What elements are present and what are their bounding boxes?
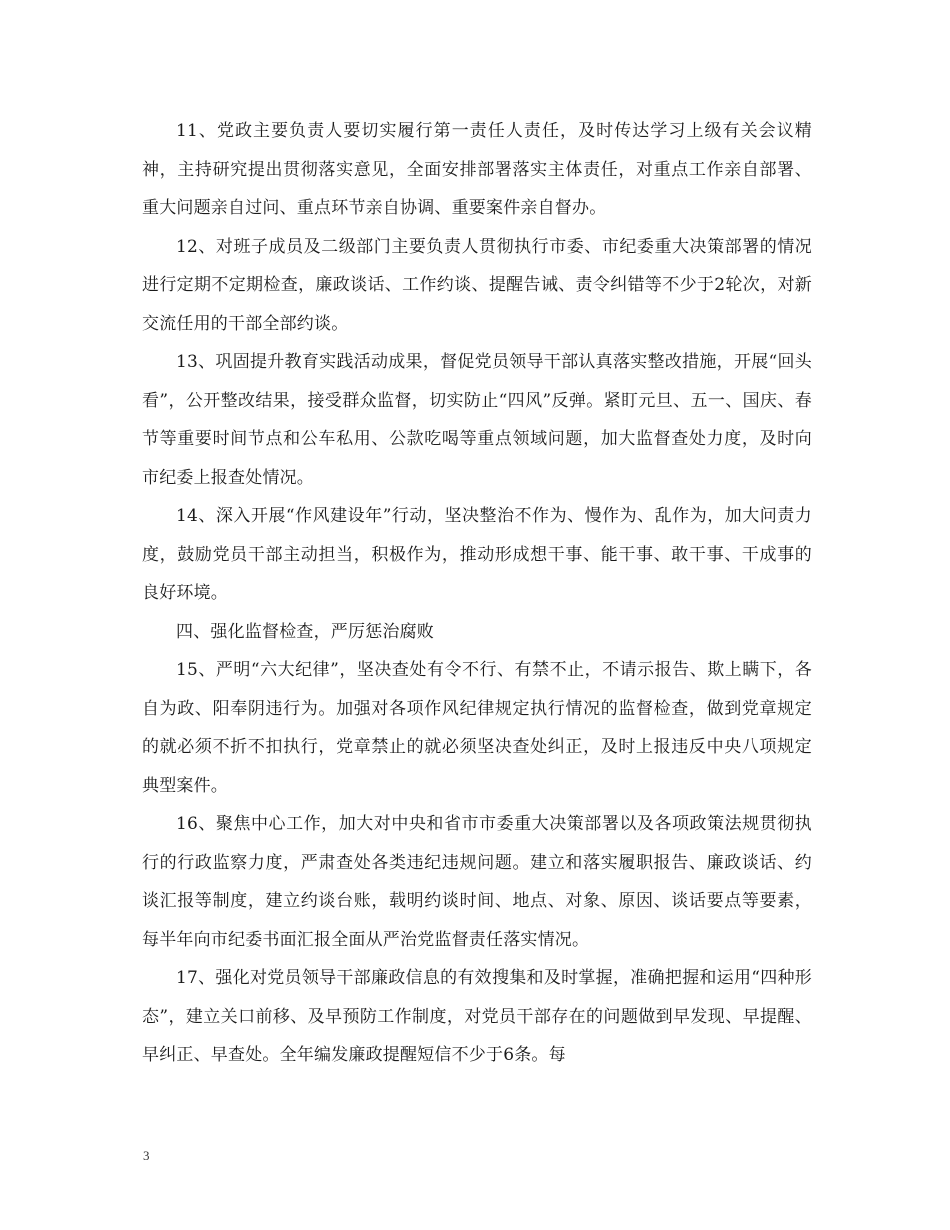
section-heading-4: 四、强化监督检查，严厉惩治腐败 bbox=[176, 621, 434, 642]
paragraph-14: 14、深入开展“作风建设年”行动，坚决整治不作为、慢作为、乱作为，加大问责力度，鼓励党员干部主动担当，积极作为，推动形成想干事、能干事、敢干事、干成事的良好环境。 bbox=[142, 506, 812, 603]
paragraph-16: 16、聚焦中心工作，加大对中央和省市市委重大决策部署以及各项政策法规贯彻执行的行政监察力度，严肃查处各类违纪违规问题。建立和落实履职报告、廉政谈话、约谈汇报等制度，建立约谈台账，载明约谈时间、地点、对象、原因、谈话要点等要素，每半年向市纪委书面汇报全面从严治党监督责任落实情况。 bbox=[142, 814, 812, 950]
paragraph-11: 11、党政主要负责人要切实履行第一责任人责任，及时传达学习上级有关会议精神，主持研究提出贯彻落实意见，全面安排部署落实主体责任，对重点工作亲自部署、重大问题亲自过问、重点环节亲自协调、重要案件亲自督办。 bbox=[142, 121, 812, 218]
paragraph-17: 17、强化对党员领导干部廉政信息的有效搜集和及时掌握，准确把握和运用“四种形态”，建立关口前移、及早预防工作制度，对党员干部存在的问题做到早发现、早提醒、早纠正、早查处。全年编发廉政提醒短信不少于6条。每 bbox=[142, 968, 812, 1065]
page-number: 3 bbox=[143, 1148, 150, 1163]
document-body bbox=[142, 112, 812, 1075]
paragraph-12: 12、对班子成员及二级部门主要负责人贯彻执行市委、市纪委重大决策部署的情况进行定期不定期检查，廉政谈话、工作约谈、提醒告诫、责令纠错等不少于2轮次，对新交流任用的干部全部约谈。 bbox=[142, 236, 812, 334]
paragraph-15: 15、严明“六大纪律”，坚决查处有令不行、有禁不止，不请示报告、欺上瞒下，各自为政、阳奉阴违行为。加强对各项作风纪律规定执行情况的监督检查，做到党章规定的就必须不折不扣执行，党章禁止的就必须坚决查处纠正，及时上报违反中央八项规定典型案件。 bbox=[142, 660, 812, 796]
paragraph-13: 13、巩固提升教育实践活动成果，督促党员领导干部认真落实整改措施，开展“回头看”，公开整改结果，接受群众监督，切实防止“四风”反弹。紧盯元旦、五一、国庆、春节等重要时间节点和公车私用、公款吃喝等重点领域问题，加大监督查处力度，及时向市纪委上报查处情况。 bbox=[142, 352, 812, 488]
